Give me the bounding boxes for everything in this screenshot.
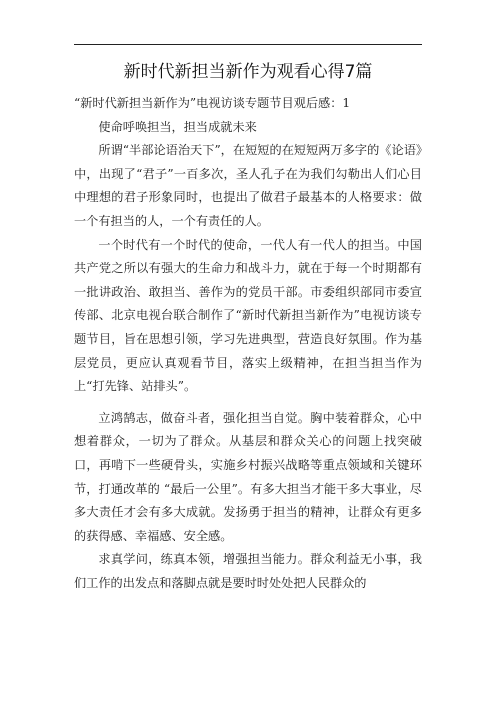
header-rule — [74, 44, 422, 45]
document-title: 新时代新担当新作为观看心得7篇 — [123, 62, 373, 82]
paragraph: 立鸿鹄志，做奋斗者，强化担当自觉。胸中装着群众，心中想着群众，一切为了群众。从基层和群众关心的问题上找突破口，再啃下一些硬骨头，实施乡村振兴战略等重点领域和关键环节，打通改革的 “最后一公里”。有多大担当才能干多大事业，尽多大责任才会有多大成就。发扬勇于担当的精神，让群众有更多的获得感、幸福感、安全感。 — [74, 410, 422, 543]
paragraph: 求真学问，练真本领，增强担当能力。群众利益无小事，我们工作的出发点和落脚点就是要时时处处把人民群众的 — [74, 552, 422, 590]
document-body — [74, 92, 422, 595]
subtitle-line: “新时代新担当新作为”电视访谈专题节目观后感：1 — [74, 96, 351, 110]
paragraph: 所谓“半部论语治天下”，在短短的在短短两万多字的《论语》中，出现了“君子”一百多次，圣人孔子在为我们勾勒出人们心目中理想的君子形象同时，也提出了做君子最基本的人格要求：做一个有担当的人，一个有责任的人。 — [74, 143, 422, 228]
paragraph: 一个时代有一个时代的使命，一代人有一代人的担当。中国共产党之所以有强大的生命力和战斗力，就在于每一个时期都有一批讲政治、敢担当、善作为的党员干部。市委组织部同市委宣传部、北京电视台联合制作了“新时代新担当新作为”电视访谈专题节目，旨在思想引领，学习先进典型，营造良好氛围。作为基层党员，更应认真观看节目，落实上级精神，在担当担当作为上“打先锋、站排头”。 — [74, 237, 422, 394]
section-heading: 使命呼唤担当，担当成就未来 — [98, 119, 257, 134]
